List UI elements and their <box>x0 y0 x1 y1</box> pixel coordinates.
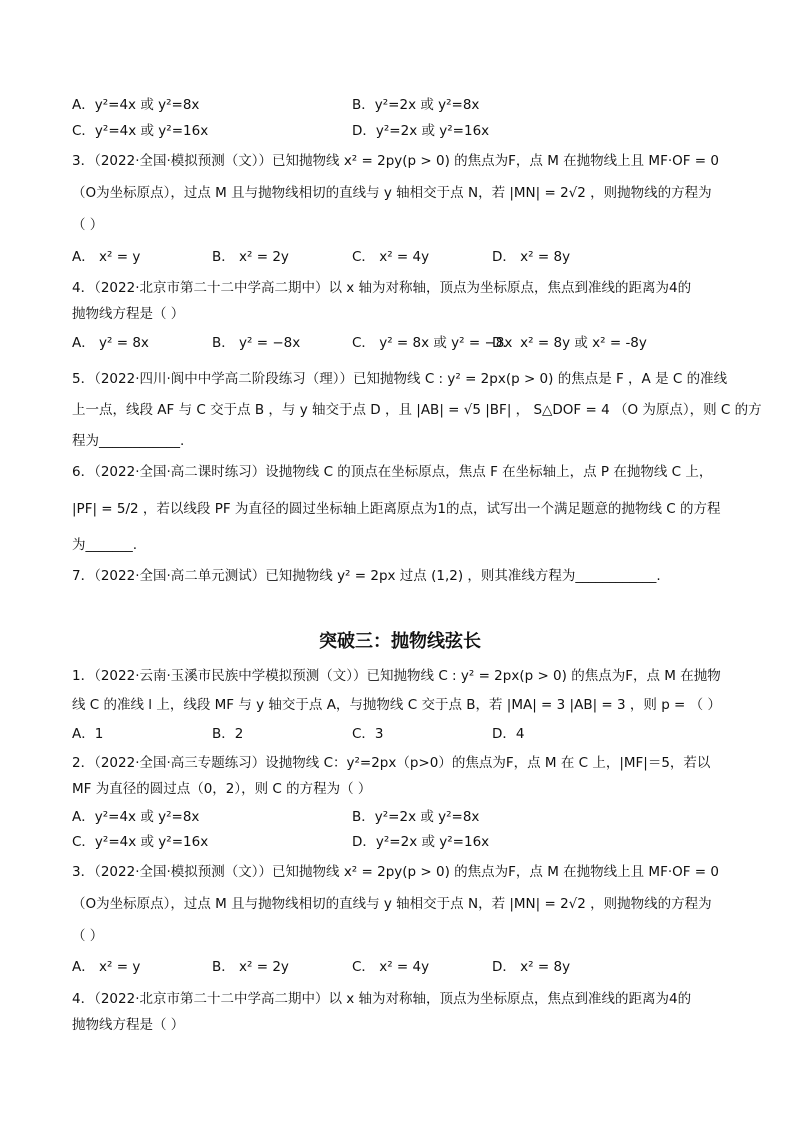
question-4-line-2: 抛物线方程是（ ） <box>72 1017 185 1033</box>
question-5-line-2: 上一点，线段 AF 与 C 交于点 B ，与 y 轴交于点 D ，且 |AB| = √5 |BF| ， S△DOF = 4 （O 为原点），则 C 的方 <box>72 402 762 418</box>
question-4-line-2: 抛物线方程是（ ） <box>72 306 185 322</box>
option-d: D．4 <box>492 726 525 742</box>
option-b: B． x² = 2y <box>212 959 289 975</box>
option-d: D． x² = 8y 或 x² = -8y <box>492 335 647 351</box>
option-a: A．y²=4x 或 y²=8x <box>72 809 200 825</box>
question-6-line-2: |PF| = 5/2 ，若以线段 PF 为直径的圆过坐标轴上距离原点为1的点，试写出一个满足题意的抛物线 C 的方程 <box>72 501 721 517</box>
question-6-line-3: 为_______. <box>72 537 138 553</box>
option-d: D． x² = 8y <box>492 249 571 265</box>
option-a: A．y²=4x 或 y²=8x <box>72 97 200 113</box>
question-1-line-2: 线 C 的准线 l 上，线段 MF 与 y 轴交于点 A，与抛物线 C 交于点 B，若 |MA| = 3 |AB| = 3 ，则 p = （ ） <box>72 697 721 713</box>
option-c: C． y² = 8x 或 y² = −8x <box>352 335 513 351</box>
question-4-line-1: 4．（2022·北京市第二十二中学高二期中）以 x 轴为对称轴，顶点为坐标原点，焦点到准线的距离为4的 <box>72 991 692 1007</box>
option-d: D．y²=2x 或 y²=16x <box>352 123 490 139</box>
option-a: A． y² = 8x <box>72 335 149 351</box>
option-b: B．2 <box>212 726 244 742</box>
option-a: A． x² = y <box>72 959 141 975</box>
question-7-line-1: 7．（2022·全国·高二单元测试）已知抛物线 y² = 2px 过点 (1,2) ，则其准线方程为____________. <box>72 568 661 584</box>
option-b: B． x² = 2y <box>212 249 289 265</box>
question-3-line-1: 3．（2022·全国·模拟预测（文））已知抛物线 x² = 2py(p > 0) 的焦点为F，点 M 在抛物线上且 MF·OF = 0 <box>72 864 720 880</box>
question-3-line-1: 3．（2022·全国·模拟预测（文））已知抛物线 x² = 2py(p > 0) 的焦点为F，点 M 在抛物线上且 MF·OF = 0 <box>72 153 720 169</box>
question-1-line-1: 1．（2022·云南·玉溪市民族中学模拟预测（文））已知抛物线 C : y² = 2px(p > 0) 的焦点为F，点 M 在抛物 <box>72 668 721 684</box>
option-d: D．y²=2x 或 y²=16x <box>352 834 490 850</box>
question-5-line-3: 程为____________. <box>72 433 185 449</box>
question-2-line-1: 2．（2022·全国·高三专题练习）设抛物线 C：y²=2px（p>0）的焦点为F，点 M 在 C 上，|MF|＝5，若以 <box>72 755 711 771</box>
option-c: C． x² = 4y <box>352 249 430 265</box>
section-heading: 突破三：抛物线弦长 <box>319 631 481 652</box>
question-3-line-2: （O为坐标原点），过点 M 且与抛物线相切的直线与 y 轴相交于点 N，若 |MN| = 2√2 ，则抛物线的方程为 <box>72 896 712 912</box>
question-3-line-2: （O为坐标原点），过点 M 且与抛物线相切的直线与 y 轴相交于点 N，若 |MN| = 2√2 ，则抛物线的方程为 <box>72 185 712 201</box>
option-c: C．3 <box>352 726 384 742</box>
option-a: A． x² = y <box>72 249 141 265</box>
option-b: B．y²=2x 或 y²=8x <box>352 809 480 825</box>
option-c: C． x² = 4y <box>352 959 430 975</box>
question-4-line-1: 4．（2022·北京市第二十二中学高二期中）以 x 轴为对称轴，顶点为坐标原点，焦点到准线的距离为4的 <box>72 280 692 296</box>
option-c: C．y²=4x 或 y²=16x <box>72 123 209 139</box>
question-3-line-3: （ ） <box>72 928 104 944</box>
option-b: B．y²=2x 或 y²=8x <box>352 97 480 113</box>
option-b: B． y² = −8x <box>212 335 301 351</box>
question-2-line-2: MF 为直径的圆过点（0，2），则 C 的方程为（ ） <box>72 781 372 797</box>
question-5-line-1: 5．（2022·四川·阆中中学高二阶段练习（理））已知抛物线 C : y² = 2px(p > 0) 的焦点是 F ，A 是 C 的准线 <box>72 371 728 387</box>
option-a: A．1 <box>72 726 104 742</box>
question-6-line-1: 6．（2022·全国·高二课时练习）设抛物线 C 的顶点在坐标原点，焦点 F 在坐标轴上，点 P 在抛物线 C 上， <box>72 464 713 480</box>
option-c: C．y²=4x 或 y²=16x <box>72 834 209 850</box>
question-3-line-3: （ ） <box>72 217 104 233</box>
option-d: D． x² = 8y <box>492 959 571 975</box>
